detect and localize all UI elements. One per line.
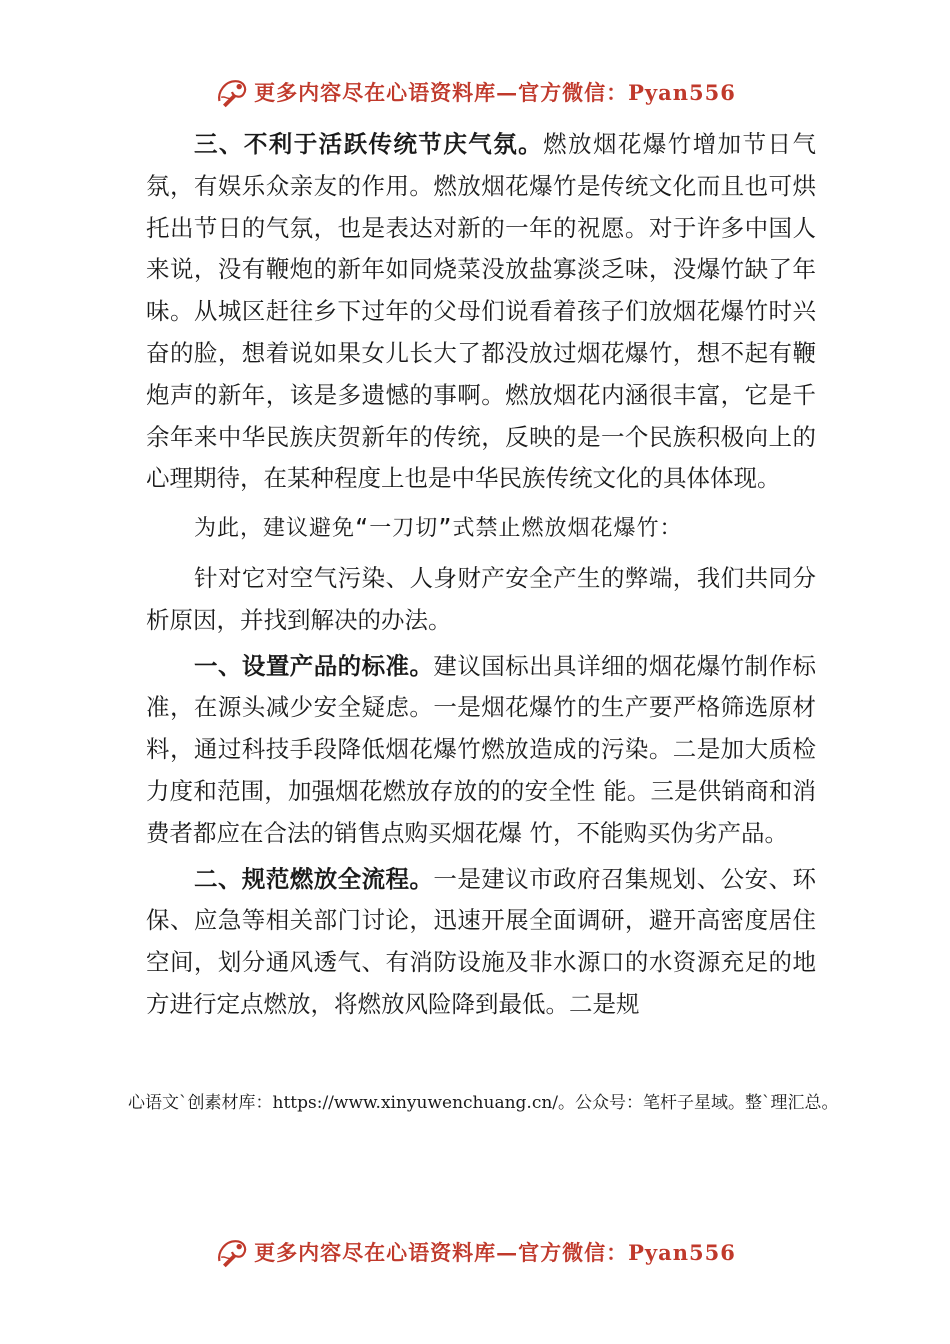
paragraph-body: 针对它对空气污染、人身财产安全产生的弊端，我们共同分析原因，并找到解决的办法。: [146, 563, 816, 634]
footer-banner: [0, 1232, 950, 1272]
paragraph-proposal-intro: [146, 508, 816, 550]
paragraph-lead: 二、规范燃放全流程。: [194, 864, 434, 893]
paragraph-lead: 一、设置产品的标准。: [194, 651, 434, 680]
paragraph-traditional-festival: [146, 124, 816, 500]
paragraph-product-standard: [146, 646, 816, 855]
paragraph-body: 建议国标出具详细的烟花爆竹制作标准，在源头减少安全疑虑。一是烟花爆竹的生产要严格筛选原材料，通过科技手段降低烟花爆竹燃放造成的污染。二是加大质检力度和范围，加强烟花燃放存放的的安全性 能。三是供销商和消费者都应在合法的销售点购买烟花爆 竹，不能购买伪劣产品。: [146, 651, 817, 847]
paragraph-process-regulation: [146, 859, 816, 1026]
banner-text: 更多内容尽在心语资料库—官方微信：Pyan556: [254, 80, 736, 105]
paragraph-body: 一是建议市政府召集规划、公安、环保、应急等相关部门讨论，迅速开展全面调研，避开高密度居住空间，划分通风透气、有消防设施及非水源口的水资源充足的地方进行定点燃放，将燃放风险降到最低。二是规: [146, 864, 817, 1018]
paragraph-body: 为此，建议避免“一刀切”式禁止燃放烟花爆竹：: [194, 516, 683, 542]
header-banner: [0, 72, 950, 112]
paragraph-lead: 三、不利于活跃传统节庆气氛。: [194, 130, 544, 158]
hand-brush-logo-icon: [214, 1234, 250, 1270]
paragraph-analysis: [146, 558, 816, 642]
footer-source-note: 心语文`创素材库：https://www.xinyuwenchuang.cn/。公众号：笔杆子星域。整`理汇总。: [128, 1093, 839, 1113]
paragraph-body: 燃放烟花爆竹增加节日气氛，有娱乐众亲友的作用。燃放烟花爆竹是传统文化而且也可烘托出节日的气氛，也是表达对新的一年的祝愿。对于许多中国人来说，没有鞭炮的新年如同烧菜没放盐寡淡乏味，没爆竹缺了年味。从城区赶往乡下过年的父母们说看着孩子们放烟花爆竹时兴奋的脸，想着说如果女儿长大了都没放过烟花爆竹，想不起有鞭炮声的新年，该是多遗憾的事啊。燃放烟花内涵很丰富，它是千余年来中华民族庆贺新年的传统，反映的是一个民族积极向上的心理期待，在某种程度上也是中华民族传统文化的具体体现。: [146, 130, 816, 493]
document-body: [146, 124, 816, 1026]
hand-brush-logo-icon: [214, 74, 250, 110]
banner-text: 更多内容尽在心语资料库—官方微信：Pyan556: [254, 1240, 736, 1265]
